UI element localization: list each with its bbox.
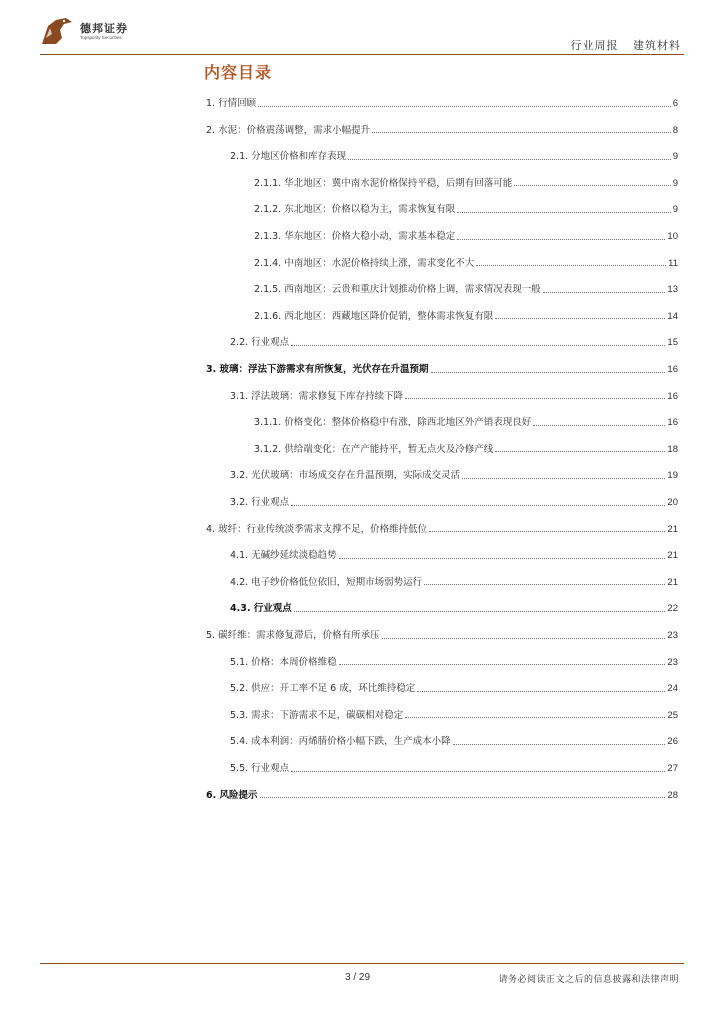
toc-leader-dots bbox=[348, 159, 671, 160]
toc-leader-dots bbox=[260, 797, 666, 798]
toc-entry[interactable] bbox=[206, 627, 678, 641]
toc-entry[interactable] bbox=[230, 547, 678, 561]
toc-entry[interactable] bbox=[254, 175, 678, 189]
toc-entry[interactable] bbox=[230, 707, 678, 721]
toc-leader-dots bbox=[424, 584, 665, 585]
header-divider bbox=[40, 54, 684, 55]
footer-divider bbox=[40, 963, 684, 964]
toc-entry-label: 5.4. 成本利润：丙烯腈价格小幅下跌，生产成本小降 bbox=[230, 736, 451, 748]
toc-leader-dots bbox=[495, 318, 665, 319]
toc-leader-dots bbox=[294, 611, 666, 612]
toc-leader-dots bbox=[382, 638, 666, 639]
toc-entry-label: 2.1.4. 中南地区：水泥价格持续上涨，需求变化不大 bbox=[254, 257, 475, 269]
toc-entry-page: 16 bbox=[667, 417, 678, 429]
toc-entry-label: 5.5. 行业观点 bbox=[230, 763, 290, 774]
toc-entry-label: 3.1.2. 供给端变化：在产产能持平，暂无点火及冷修产线 bbox=[254, 443, 494, 455]
toc-entry-label: 4.3. 行业观点 bbox=[230, 603, 292, 615]
toc-leader-dots bbox=[372, 132, 671, 133]
toc-leader-dots bbox=[476, 265, 666, 266]
toc-entry[interactable] bbox=[254, 308, 678, 322]
toc-entry-label: 2. 水泥：价格震荡调整，需求小幅提升 bbox=[206, 124, 371, 136]
toc-entry-page: 6 bbox=[672, 98, 678, 109]
toc-entry-page: 24 bbox=[667, 683, 678, 695]
toc-entry-page: 26 bbox=[667, 736, 678, 748]
page-indicator: 3 / 29 bbox=[345, 972, 371, 983]
toc-entry-page: 25 bbox=[667, 709, 678, 721]
toc-entry-label: 2.2. 行业观点 bbox=[230, 337, 290, 349]
toc-leader-dots bbox=[429, 531, 665, 532]
toc-entry-page: 23 bbox=[667, 630, 678, 641]
toc-entry[interactable] bbox=[230, 148, 678, 162]
toc-leader-dots bbox=[543, 292, 666, 293]
toc-entry[interactable] bbox=[230, 600, 678, 614]
toc-leader-dots bbox=[339, 664, 666, 665]
toc-entry-page: 9 bbox=[672, 177, 678, 189]
toc-entry[interactable] bbox=[230, 654, 678, 668]
toc-leader-dots bbox=[258, 106, 671, 107]
sector-name: 建筑材料 bbox=[633, 39, 681, 52]
toc-entry-page: 18 bbox=[667, 443, 678, 455]
toc-entry[interactable] bbox=[230, 467, 678, 481]
toc-entry-page: 10 bbox=[667, 231, 678, 242]
toc-entry[interactable] bbox=[254, 255, 678, 269]
toc-entry-page: 28 bbox=[667, 789, 678, 801]
toc-entry-label: 2.1.2. 东北地区：价格以稳为主，需求恢复有限 bbox=[254, 204, 456, 216]
toc-entry-label: 2.1.3. 华东地区：价格大稳小动，需求基本稳定 bbox=[254, 231, 456, 242]
toc-entry-page: 14 bbox=[667, 310, 678, 322]
toc-leader-dots bbox=[405, 717, 665, 718]
toc-entry-label: 4.1. 无碱纱延续淡稳趋势 bbox=[230, 550, 337, 562]
toc-entry[interactable] bbox=[254, 441, 678, 455]
toc-entry[interactable] bbox=[230, 334, 678, 348]
toc-entry-label: 5.1. 价格：本周价格维稳 bbox=[230, 656, 337, 668]
toc-entry-label: 2.1.1. 华北地区：冀中南水泥价格保持平稳，后期有回落可能 bbox=[254, 177, 513, 189]
legal-disclaimer: 请务必阅读正文之后的信息披露和法律声明 bbox=[498, 975, 679, 985]
toc-leader-dots bbox=[533, 425, 665, 426]
toc-entry-page: 15 bbox=[667, 337, 678, 349]
toc-entry-label: 2.1. 分地区价格和库存表现 bbox=[230, 151, 347, 163]
toc-entry[interactable] bbox=[206, 787, 678, 801]
logo-chinese-name: 德邦证券 bbox=[80, 22, 128, 35]
toc-leader-dots bbox=[514, 185, 670, 186]
toc-leader-dots bbox=[453, 744, 666, 745]
toc-leader-dots bbox=[431, 372, 666, 373]
report-header-tags bbox=[571, 37, 682, 53]
toc-entry[interactable] bbox=[206, 122, 678, 136]
toc-entry-page: 22 bbox=[667, 603, 678, 615]
toc-entry-label: 2.1.6. 西北地区：西藏地区降价促销，整体需求恢复有限 bbox=[254, 310, 494, 322]
toc-entry[interactable] bbox=[230, 733, 678, 747]
toc-entry-label: 3.2. 行业观点 bbox=[230, 497, 290, 508]
toc-entry-label: 4.2. 电子纱价格低位依旧，短期市场弱势运行 bbox=[230, 576, 423, 588]
toc-entry-label: 5.3. 需求：下游需求不足，碳碳相对稳定 bbox=[230, 709, 404, 721]
toc-leader-dots bbox=[339, 558, 666, 559]
toc-entry-page: 16 bbox=[667, 390, 678, 402]
toc-entry[interactable] bbox=[230, 760, 678, 774]
toc-entry[interactable] bbox=[230, 574, 678, 588]
toc-entry[interactable] bbox=[254, 414, 678, 428]
toc-entry[interactable] bbox=[206, 361, 678, 375]
logo-english-name: Topsperity Securities bbox=[80, 35, 122, 40]
toc-entry-page: 16 bbox=[667, 364, 678, 375]
toc-entry-page: 21 bbox=[667, 523, 678, 535]
toc-title: 内容目录 bbox=[204, 63, 273, 82]
toc-leader-dots bbox=[291, 345, 665, 346]
report-type: 行业周报 bbox=[570, 39, 619, 52]
toc-entry-page: 9 bbox=[672, 151, 678, 163]
toc-entry[interactable] bbox=[254, 201, 678, 215]
company-logo bbox=[40, 16, 180, 46]
toc-leader-dots bbox=[495, 451, 665, 452]
toc-entry-label: 2.1.5. 西南地区：云贵和重庆计划推动价格上调，需求情况表现一般 bbox=[254, 284, 541, 296]
toc-entry-label: 3.1.1. 价格变化：整体价格稳中有涨，除西北地区外产销表现良好 bbox=[254, 417, 532, 429]
toc-entry[interactable] bbox=[230, 680, 678, 694]
toc-entry-page: 19 bbox=[667, 470, 678, 482]
toc-leader-dots bbox=[457, 212, 670, 213]
bird-logo-icon bbox=[40, 16, 74, 46]
toc-entry-label: 3. 玻璃：浮法下游需求有所恢复，光伏存在升温预期 bbox=[206, 364, 429, 375]
toc-entry[interactable] bbox=[206, 95, 678, 109]
toc-entry-page: 13 bbox=[667, 284, 678, 296]
toc-entry[interactable] bbox=[254, 281, 678, 295]
toc-entry[interactable] bbox=[230, 494, 678, 508]
toc-entry-label: 1. 行情回顾 bbox=[206, 98, 257, 109]
toc-entry-page: 27 bbox=[667, 763, 678, 774]
toc-entry-page: 21 bbox=[667, 550, 678, 562]
toc-entry-page: 9 bbox=[672, 204, 678, 216]
toc-entry-label: 3.2. 光伏玻璃：市场成交存在升温预期，实际成交灵活 bbox=[230, 470, 461, 482]
toc-entry-label: 4. 玻纤：行业传统淡季需求支撑不足，价格维持低位 bbox=[206, 523, 428, 535]
toc-entry[interactable] bbox=[254, 228, 678, 242]
toc-leader-dots bbox=[457, 239, 665, 240]
toc-entry-page: 8 bbox=[672, 124, 678, 136]
toc-entry-label: 5. 碳纤维：需求修复滞后，价格有所承压 bbox=[206, 630, 380, 641]
toc-leader-dots bbox=[291, 505, 665, 506]
toc-leader-dots bbox=[462, 478, 665, 479]
toc-entry-page: 20 bbox=[667, 497, 678, 508]
toc-entry-label: 5.2. 供应：开工率不足 6 成，环比维持稳定 bbox=[230, 683, 416, 695]
toc-entry-page: 11 bbox=[668, 257, 678, 269]
toc-leader-dots bbox=[405, 398, 665, 399]
toc-entry-label: 3.1. 浮法玻璃：需求修复下库存持续下降 bbox=[230, 390, 404, 402]
toc-leader-dots bbox=[291, 771, 665, 772]
toc-leader-dots bbox=[417, 691, 665, 692]
toc-entry[interactable] bbox=[230, 388, 678, 402]
toc-entry-page: 23 bbox=[667, 656, 678, 668]
toc-entry-label: 6. 风险提示 bbox=[206, 789, 258, 801]
toc-entry-page: 21 bbox=[667, 576, 678, 588]
toc-entry[interactable] bbox=[206, 521, 678, 535]
